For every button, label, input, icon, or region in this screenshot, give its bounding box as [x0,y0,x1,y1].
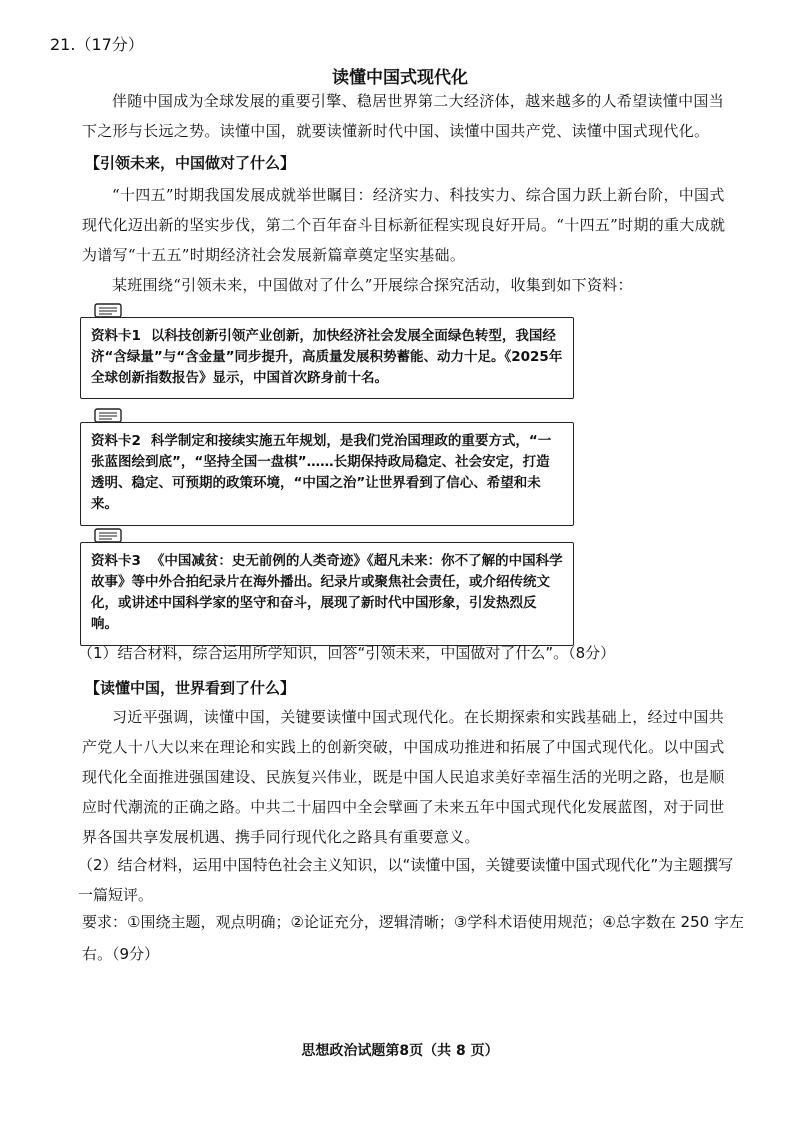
intro-paragraph: 伴随中国成为全球发展的重要引擎、稳居世界第二大经济体，越来越多的人希望读懂中国当下之形与长远之势。读懂中国，就要读懂新时代中国、读懂中国共产党、读懂中国式现代化。 [82,92,725,140]
section2-heading: 【读懂中国，世界看到了什么】 [85,679,296,697]
card-label: 资料卡1 [91,328,141,344]
section1-paragraph: “十四五”时期我国发展成就举世瞩目：经济实力、科技实力、综合国力跃上新台阶，中国式现代化迈出新的坚实步伐，第二个百年奋斗目标新征程实现良好开局。“十四五”时期的重大成就为谱写“十五五”时期经济社会发展新篇章奠定坚实基础。 [82,186,726,264]
card-text: 以科技创新引领产业创新，加快经济社会发展全面绿色转型，我国经济“含绿量”与“含金量”同步提升，高质量发展积势蓄能、动力十足。《2025年全球创新指数报告》显示，中国首次跻身前十名。 [91,328,563,386]
card-label: 资料卡3 [91,553,141,569]
card-body [80,317,574,399]
question-2: （2）结合材料，运用中国特色社会主义知识，以“读懂中国，关键要读懂中国式现代化”为主题撰写一篇短评。 [78,856,734,904]
material-card-2 [80,408,580,528]
section2-paragraph: 习近平强调，读懂中国，关键要读懂中国式现代化。在长期探索和实践基础上，经过中国共产党人十八大以来在理论和实践上的创新突破，中国成功推进和拓展了中国式现代化。以中国式现代化全面推进强国建设、民族复兴伟业，既是中国人民追求美好幸福生活的光明之路，也是顺应时代潮流的正确之路。中共二十届四中全会擘画了未来五年中国式现代化发展蓝图，对于同世界各国共享发展机遇、携手同行现代化之路具有重要意义。 [82,708,725,846]
card-text: 《中国减贫：史无前例的人类奇迹》《超凡未来：你不了解的中国科学故事》等中外合拍纪录片在海外播出。纪录片或聚焦社会责任，或介绍传统文化，或讲述中国科学家的坚守和奋斗，展现了新时代中国形象，引发热烈反响。 [91,553,563,632]
page-title: 读懂中国式现代化 [332,68,468,88]
card-label: 资料卡2 [91,433,141,449]
card-body [80,542,574,646]
question-1: （1）结合材料，综合运用所学知识，回答“引领未来，中国做对了什么”。（8分） [78,644,616,662]
card-text: 科学制定和接续实施五年规划，是我们党治国理政的重要方式，“一张蓝图绘到底”，“坚持全国一盘棋”……长期保持政局稳定、社会安定，打造透明、稳定、可预期的政策环境，“中国之治”让世界看到了信心、希望和未来。 [91,433,552,512]
question-number: 21.（17分） [50,35,144,54]
section1-heading: 【引领未来，中国做对了什么】 [85,154,296,172]
page-footer: 思想政治试题第8页（共 8 页） [301,1043,499,1059]
activity-paragraph: 某班围绕“引领未来，中国做对了什么”开展综合探究活动，收集到如下资料： [112,276,633,294]
material-card-1 [80,303,580,403]
requirements-text: 要求：①围绕主题，观点明确；②论证充分，逻辑清晰；③学科术语使用规范；④总字数在 250 字左右。（9分） [82,913,744,963]
card-body [80,422,574,526]
material-card-3 [80,528,580,638]
